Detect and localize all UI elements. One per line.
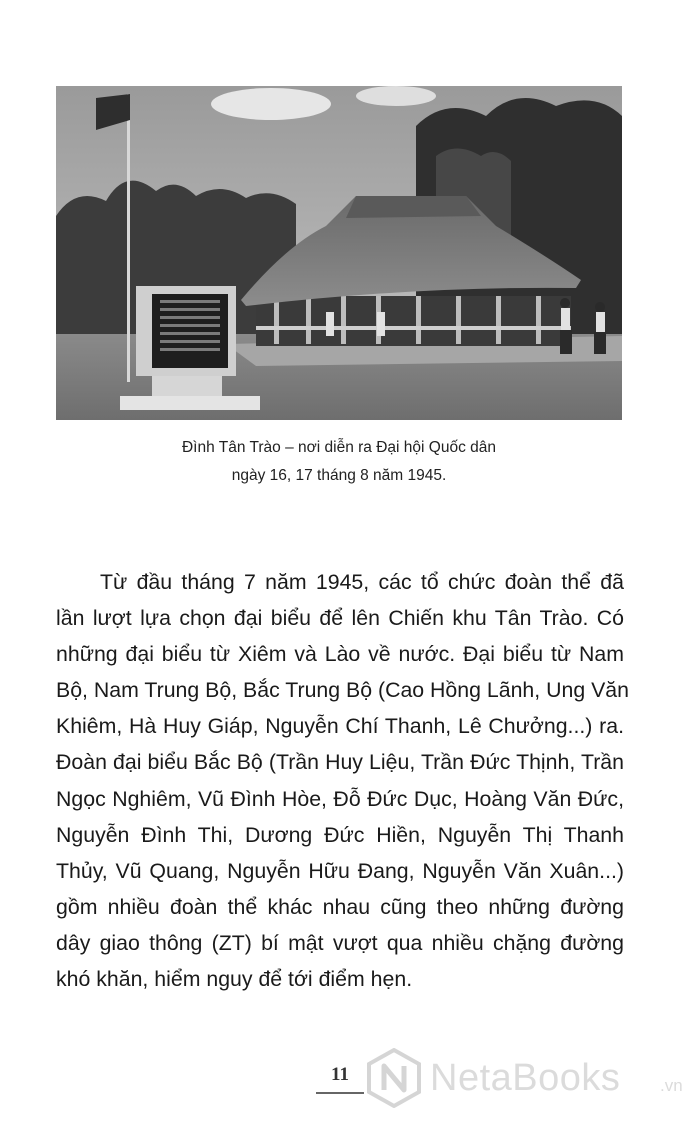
paragraph-line: gồm nhiều đoàn thể khác nhau cũng theo những đường bbox=[56, 894, 624, 919]
page-number: 11 bbox=[331, 1064, 349, 1085]
watermark-suffix: .vn bbox=[660, 1076, 683, 1095]
photo-caption-line-2: ngày 16, 17 tháng 8 năm 1945. bbox=[231, 467, 447, 484]
page-number-underline bbox=[316, 1092, 364, 1094]
paragraph-line: những đại biểu từ Xiêm và Lào về nước. Đại biểu từ Nam bbox=[56, 642, 624, 667]
paragraph-line: khó khăn, hiểm nguy để tới điểm hẹn. bbox=[56, 967, 413, 992]
netabooks-watermark bbox=[364, 1045, 694, 1111]
photo-caption-line-1: Đình Tân Trào – nơi diễn ra Đại hội Quốc dân bbox=[181, 439, 497, 456]
tan-trao-communal-house-photo bbox=[56, 86, 622, 420]
n-logo-icon bbox=[364, 1048, 424, 1108]
paragraph-line: Khiêm, Hà Huy Giáp, Nguyễn Chí Thanh, Lê Chưởng...) ra. bbox=[56, 714, 624, 739]
paragraph-line: Ngọc Nghiêm, Vũ Đình Hòe, Đỗ Đức Dục, Hoàng Văn Đức, bbox=[56, 786, 624, 811]
body-paragraph bbox=[56, 564, 629, 997]
watermark-text: NetaBooks bbox=[430, 1057, 621, 1099]
paragraph-line: Từ đầu tháng 7 năm 1945, các tổ chức đoàn thể đã bbox=[100, 570, 624, 594]
paragraph-line: dây giao thông (ZT) bí mật vượt qua nhiều chặng đường bbox=[56, 930, 624, 955]
paragraph-line: Bộ, Nam Trung Bộ, Bắc Trung Bộ (Cao Hồng Lãnh, Ung Văn bbox=[56, 678, 629, 703]
paragraph-line: lần lượt lựa chọn đại biểu để lên Chiến khu Tân Trào. Có bbox=[56, 606, 624, 631]
paragraph-line: Đoàn đại biểu Bắc Bộ (Trần Huy Liệu, Trần Đức Thịnh, Trần bbox=[56, 750, 624, 775]
paragraph-line: Thủy, Vũ Quang, Nguyễn Hữu Đang, Nguyễn Văn Xuân...) bbox=[56, 858, 624, 883]
paragraph-line: Nguyễn Đình Thi, Dương Đức Hiền, Nguyễn Thị Thanh bbox=[56, 822, 624, 847]
